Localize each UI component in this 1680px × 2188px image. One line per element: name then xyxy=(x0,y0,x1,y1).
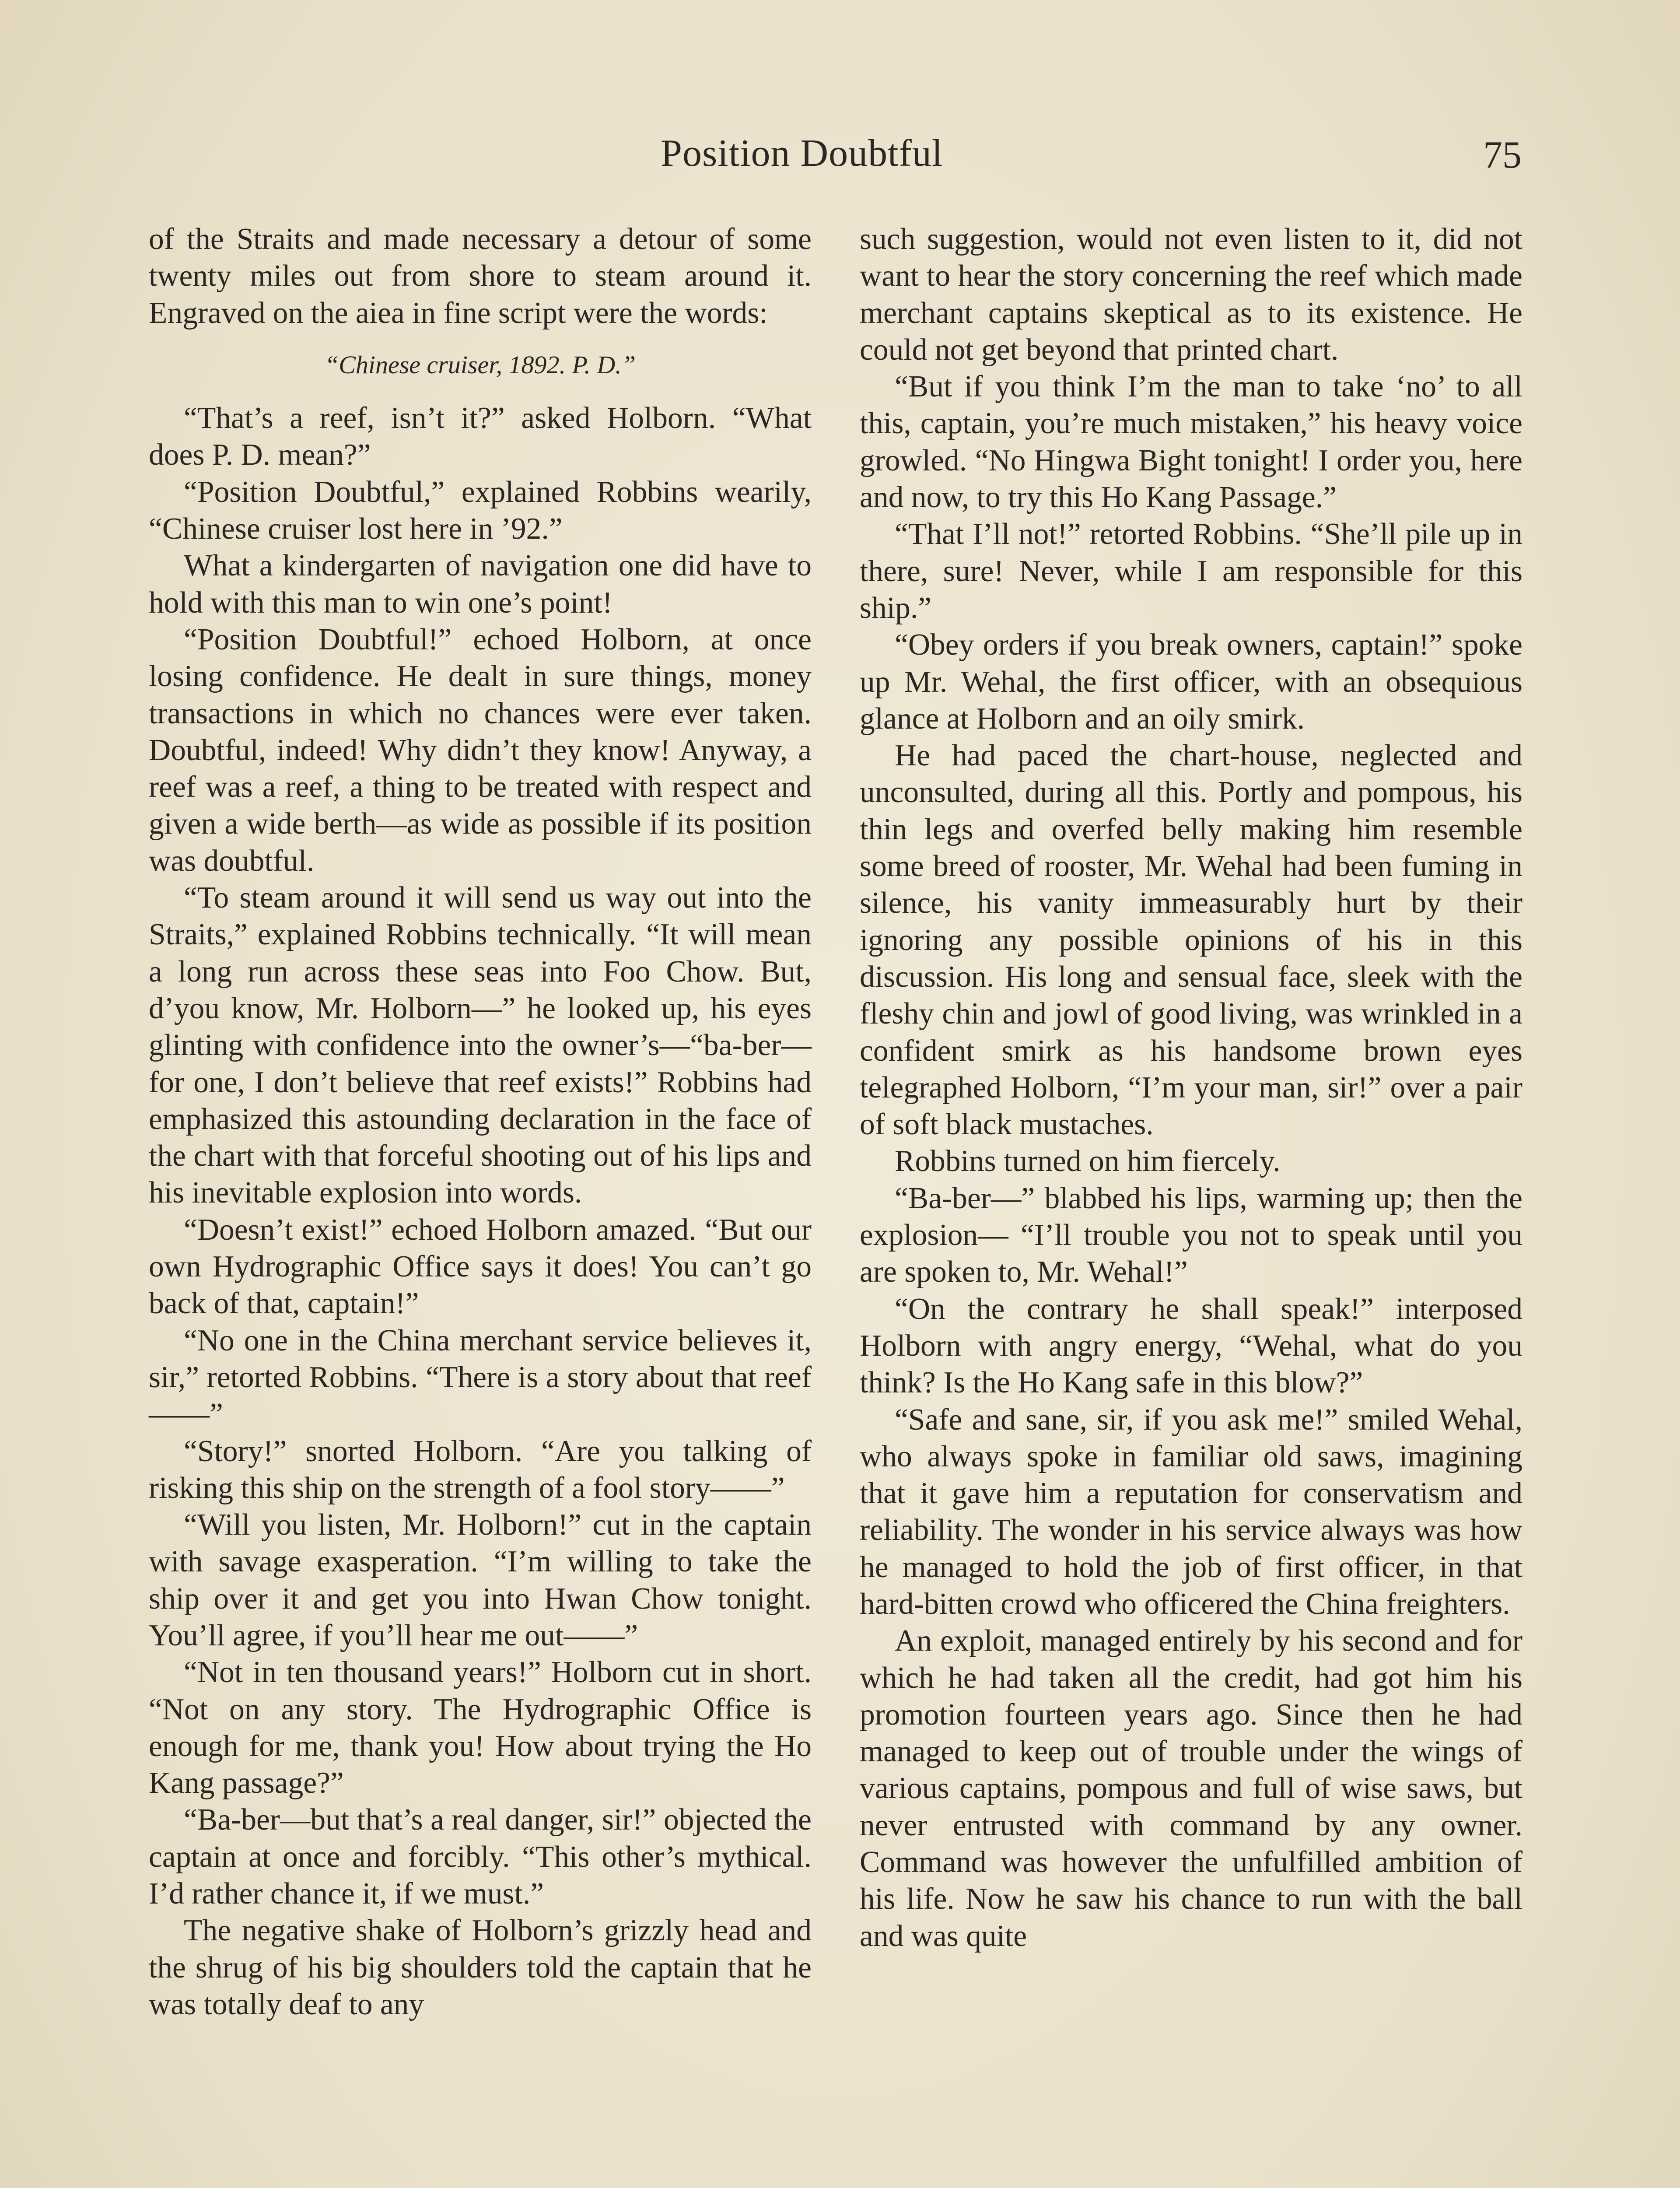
paragraph: “Obey orders if you break owners, captain!” spoke up Mr. Wehal, the first officer, with an obsequious glance at Holborn and an oily smirk. xyxy=(860,628,1522,736)
paragraph: “No one in the China merchant service believes it, sir,” retorted Robbins. “There is a story about that reef——” xyxy=(149,1323,812,1431)
paragraph: “Will you listen, Mr. Holborn!” cut in the captain with savage exasperation. “I’m willing to take the ship over it and get you into Hwan Chow tonight. You’ll agree, if you’ll hear me out——” xyxy=(149,1508,812,1652)
text-column-right xyxy=(860,221,1522,1955)
paragraph: “Position Doubtful,” explained Robbins wearily, “Chinese cruiser lost here in ’92.” xyxy=(149,475,812,546)
paragraph: “Position Doubtful!” echoed Holborn, at once losing confidence. He dealt in sure things, money transactions in which no chances were ever taken. Doubtful, indeed! Why didn’t they know! Anyway, a reef was a reef, a thing to be treated with respect and given a wide berth—as wide as possible if its position was doubtful. xyxy=(149,622,812,878)
text-column-left xyxy=(149,221,812,2023)
paragraph: “To steam around it will send us way out into the Straits,” explained Robbins technically. “It will mean a long run across these seas into Foo Chow. But, d’you know, Mr. Holborn—” he looked up, his eyes glinting with confidence into the owner’s—“ba-ber—for one, I don’t believe that reef exists!” Robbins had emphasized this astounding declaration in the face of the chart with that forceful shooting out of his lips and his inevitable explosion into words. xyxy=(149,881,812,1210)
paragraph: He had paced the chart-house, neglected and unconsulted, during all this. Portly and pompous, his thin legs and overfed belly making him resemble some breed of rooster, Mr. Wehal had been fuming in silence, his vanity immeasurably hurt by their ignoring any possible opinions of his in this discussion. His long and sensual face, sleek with the fleshy chin and jowl of good living, was wrinkled in a confident smirk as his handsome brown eyes telegraphed Holborn, “I’m your man, sir!” over a pair of soft black mustaches. xyxy=(860,739,1522,1142)
paragraph: “Not in ten thousand years!” Holborn cut in short. “Not on any story. The Hydrographic Office is enough for me, thank you! How about trying the Ho Kang passage?” xyxy=(149,1655,812,1800)
paragraph: “That I’ll not!” retorted Robbins. “She’ll pile up in there, sure! Never, while I am responsible for this ship.” xyxy=(860,517,1522,625)
paragraph: such suggestion, would not even listen to it, did not want to hear the story concerning the reef which made merchant captains skeptical as to its existence. He could not get beyond that printed chart. xyxy=(860,222,1522,367)
paragraph: “But if you think I’m the man to take ‘no’ to all this, captain, you’re much mistaken,” his heavy voice growled. “No Hingwa Bight tonight! I order you, here and now, to try this Ho Kang Passage.” xyxy=(860,370,1522,515)
paragraph: The negative shake of Holborn’s grizzly head and the shrug of his big shoulders told the captain that he was totally deaf to any xyxy=(149,1914,812,2021)
paragraph: “On the contrary he shall speak!” interposed Holborn with angry energy, “Wehal, what do you think? Is the Ho Kang safe in this blow?” xyxy=(860,1292,1522,1400)
paragraph: “Ba-ber—” blabbed his lips, warming up; then the explosion— “I’ll trouble you not to speak until you are spoken to, Mr. Wehal!” xyxy=(860,1181,1522,1289)
paragraph: Robbins turned on him fiercely. xyxy=(895,1144,1281,1178)
paragraph: “Safe and sane, sir, if you ask me!” smiled Wehal, who always spoke in familiar old saws, imagining that it gave him a reputation for conservatism and reliability. The wonder in his service always was how he managed to hold the job of first officer, in that hard-bitten crowd who officered the China freighters. xyxy=(860,1403,1522,1621)
paragraph: “Doesn’t exist!” echoed Holborn amazed. “But our own Hydrographic Office says it does! You can’t go back of that, captain!” xyxy=(149,1213,812,1321)
paragraph: “Story!” snorted Holborn. “Are you talking of risking this ship on the strength of a fool story——” xyxy=(149,1434,812,1505)
running-head xyxy=(0,131,1680,188)
paragraph: of the Straits and made necessary a detour of some twenty miles out from shore to steam around it. Engraved on the aiea in fine script were the words: xyxy=(149,222,812,330)
chapter-title: Position Doubtful xyxy=(661,132,943,175)
inscription: “Chinese cruiser, 1892. P. D.” xyxy=(324,350,636,379)
paragraph: An exploit, managed entirely by his second and for which he had taken all the credit, had got him his promotion fourteen years ago. Since then he had managed to keep out of trouble under the wings of various captains, pompous and full of wise saws, but never entrusted with command by any owner. Command was however the unfulfilled ambition of his life. Now he saw his chance to run with the ball and was quite xyxy=(860,1624,1522,1953)
paragraph: “Ba-ber—but that’s a real danger, sir!” objected the captain at once and forcibly. “This other’s mythical. I’d rather chance it, if we must.” xyxy=(149,1803,812,1911)
page-number: 75 xyxy=(1483,134,1522,176)
paragraph: “That’s a reef, isn’t it?” asked Holborn. “What does P. D. mean?” xyxy=(149,401,812,472)
paragraph: What a kindergarten of navigation one did have to hold with this man to win one’s point! xyxy=(149,549,812,620)
